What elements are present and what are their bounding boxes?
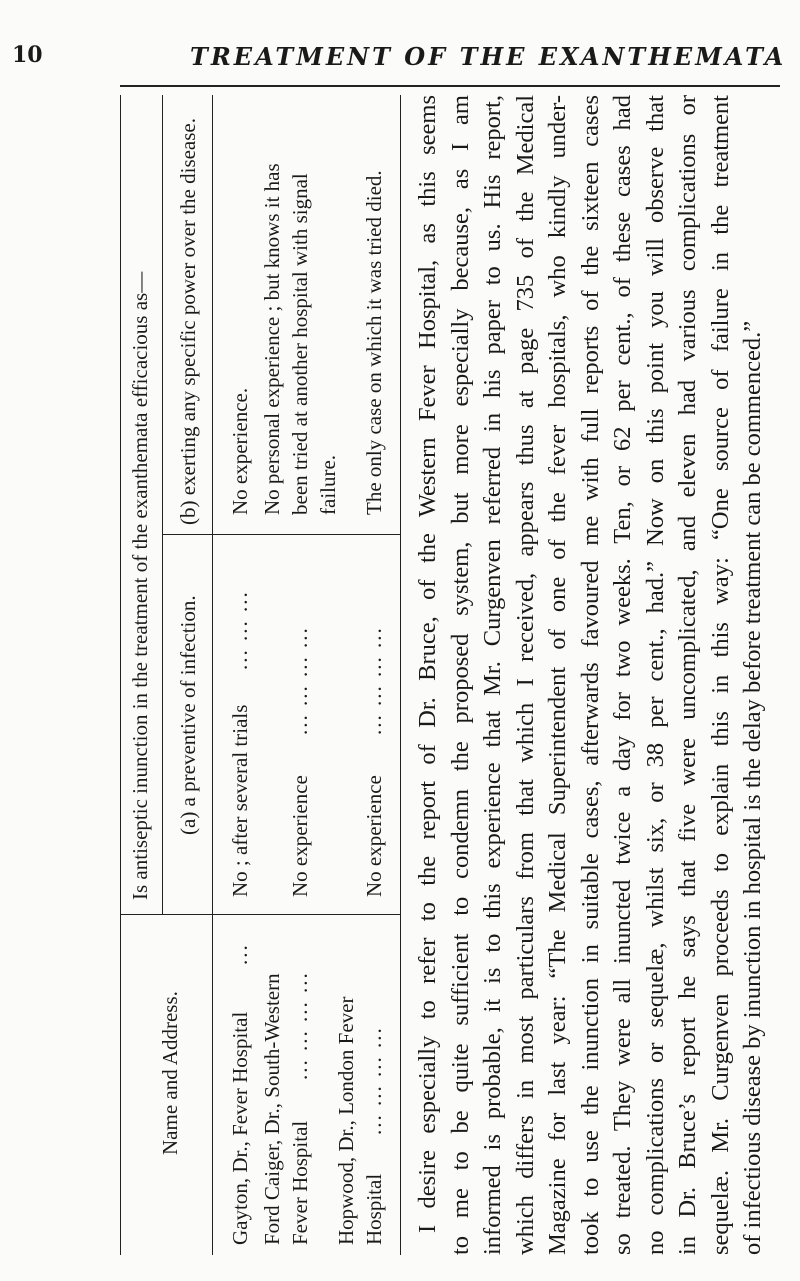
paragraph-line: Magazine for last year: “The Medical Superintendent of one of the fever hospitals, who kindly under-: [544, 95, 571, 1255]
paragraph-line: I desire especially to refer to the report of Dr. Bruce, of the Western Fever Hospital, as this seems: [414, 95, 441, 1233]
row-3-name: Hopwood, Dr., London Fever Hospital: [334, 996, 386, 1245]
paragraph-line: no complications or sequelæ, whilst six, or 38 per cent., had.” Now on this point you will observe that: [641, 95, 669, 1255]
table-rule-bottom: [400, 95, 401, 1255]
paragraph-line: sequelæ. Mr. Curgenven proceeds to explain this in this way: “One source of failure in the treatment: [706, 95, 734, 1255]
paragraph-line: which differs in most particulars from that which I received, appears thus at page 735 of the Medical: [511, 95, 539, 1255]
page-number: 10: [12, 42, 43, 68]
table-rule-question: [162, 95, 163, 915]
running-head: [0, 0, 800, 70]
row-2-preventive-leader: ... ... ... ...: [288, 626, 312, 735]
row-1-name-leader: ...: [228, 943, 252, 965]
row-2-name: Ford Caiger, Dr., South-Western Fever Hospital: [260, 973, 312, 1245]
row-2-specific-power: No personal experience ; but knows it has been tried at another hospital with signal failure.: [260, 163, 340, 515]
table-question: Is antiseptic inunction in the treatment of the exanthemata efficacious as—: [128, 271, 152, 900]
row-3-specific-power: The only case on which it was tried died.: [362, 170, 386, 515]
paragraph-line: in Dr. Bruce’s report he says that five were uncomplicated, and eleven had various complications or: [674, 95, 701, 1255]
row-3-preventive: No experience: [362, 775, 386, 897]
header-rule: [120, 85, 780, 87]
row-3-preventive-leader: ... ... ... ...: [362, 626, 386, 735]
row-1-name: Gayton, Dr., Fever Hospital: [228, 1011, 252, 1245]
header-preventive: (a) a preventive of infection.: [176, 595, 200, 835]
header-specific-power: (b) exerting any specific power over the disease.: [176, 118, 200, 525]
paragraph-line: so treated. They were all inuncted twice a day for two weeks. Ten, or 62 per cent., of these cases had: [609, 95, 636, 1255]
row-1-specific-power: No experience.: [228, 387, 252, 515]
row-1-preventive-leader: ... ... ...: [228, 590, 252, 670]
header-name-address: Name and Address.: [158, 991, 182, 1155]
paragraph-line: of infectious disease by inunction in hospital is the delay before treatment can be commenced.”: [739, 320, 766, 1255]
table-rule-col1: [120, 914, 400, 915]
paragraph-line: to me to be quite sufficient to condemn the proposed system, but more especially because, as I am: [446, 95, 474, 1255]
row-3-name-leader: ... ... ... ...: [362, 1026, 386, 1135]
row-2-preventive: No experience: [288, 775, 312, 897]
row-2-name-leader: ... ... ... ...: [288, 971, 312, 1080]
body-paragraph: [412, 95, 770, 1255]
running-title: TREATMENT OF THE EXANTHEMATA: [190, 42, 787, 71]
paragraph-line: took to use the inunction in suitable cases, afterwards favoured me with full reports of the sixteen cases: [576, 95, 604, 1255]
paragraph-line: informed is probable, it is to this experience that Mr. Curgenven referred in his paper to us. His report,: [479, 95, 506, 1255]
row-1-preventive: No ; after several trials: [228, 704, 252, 897]
table-rule-col2: [162, 534, 400, 535]
survey-table: [120, 95, 400, 1255]
rotated-content: [120, 95, 790, 1255]
table-rule-top: [120, 95, 121, 1255]
table-rule-header: [212, 95, 213, 1255]
